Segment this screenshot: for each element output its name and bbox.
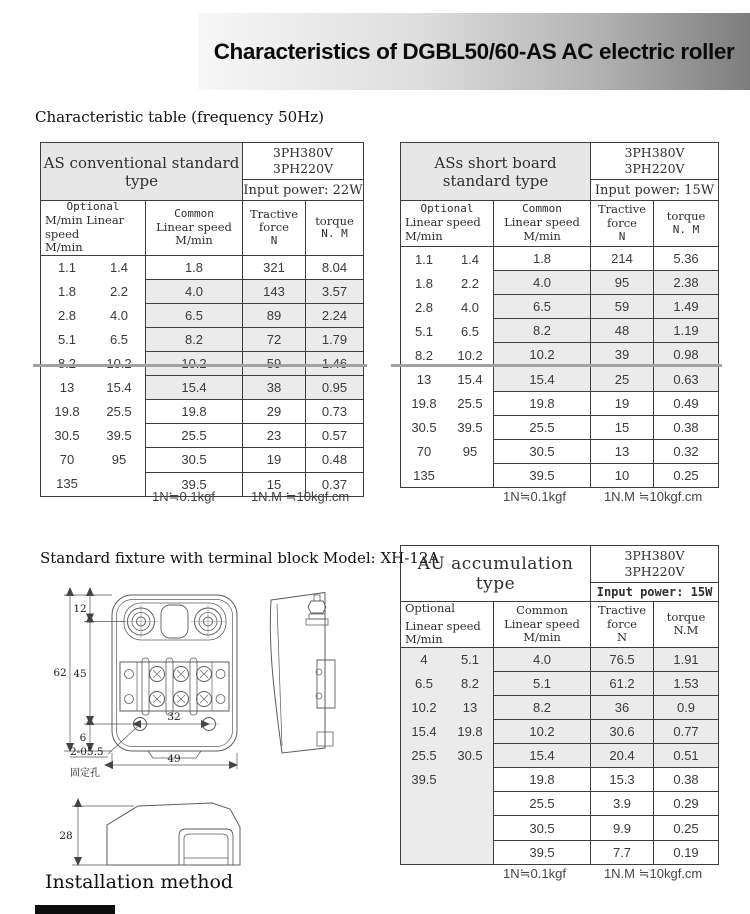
cell-common-speed: 15.4 [494, 367, 591, 391]
col-header-optional: Optional Linear speed M/min [401, 201, 494, 247]
table-au-accumulation [400, 545, 718, 865]
table-type-label: AS conventional standard type [41, 143, 243, 201]
cell-tractive-force: 59 [591, 295, 654, 319]
cell-common-speed: 15.4 [494, 744, 591, 768]
cell-common-speed: 19.8 [494, 391, 591, 415]
cell-torque: 0.25 [654, 463, 719, 487]
screw-left [124, 605, 158, 638]
voltage-line1: 3PH380V [272, 144, 334, 160]
cell-common-speed: 4.0 [146, 279, 243, 303]
cell-torque: 0.48 [306, 448, 364, 472]
cell-tractive-force: 39 [591, 343, 654, 367]
holes-label: 2-05.5 [70, 746, 104, 758]
col-header-tractive-force: Tractive force N [591, 201, 654, 247]
cell-tractive-force: 3.9 [591, 792, 654, 816]
screw-right [191, 605, 225, 638]
cell-common-speed: 1.8 [494, 247, 591, 271]
cell-tractive-force: 10 [591, 463, 654, 487]
cut-off-banner [35, 905, 115, 914]
cell-common-speed: 39.5 [494, 463, 591, 487]
cell-tractive-force: 9.9 [591, 816, 654, 840]
cell-torque: 0.38 [654, 415, 719, 439]
fixture-heading: Standard fixture with terminal block Model: XH-12A [40, 549, 440, 567]
input-power: Input power: 22W [243, 180, 364, 201]
cell-common-speed: 19.8 [494, 768, 591, 792]
optional-speed-column: 4 5.1 6.5 8.2 10.2 13 15.4 19.8 25.5 30.5 39.5 [401, 647, 494, 864]
holes-label-cn: 固定孔 [70, 768, 100, 779]
cell-torque: 1.91 [654, 647, 719, 671]
cell-tractive-force: 15 [591, 415, 654, 439]
cell-tractive-force: 36 [591, 695, 654, 719]
cell-common-speed: 25.5 [494, 792, 591, 816]
cell-common-speed: 15.4 [146, 376, 243, 400]
optional-speed-column: 1.1 1.4 1.8 2.2 2.8 4.0 5.1 6.5 8.2 10.2 13 15.4 19.8 25.5 30.5 39.5 70 95 135 [401, 247, 494, 488]
cell-torque: 0.25 [654, 816, 719, 840]
dim-45: 45 [73, 668, 87, 680]
dim-62: 62 [53, 667, 67, 679]
col-header-torque: torque N. M [306, 201, 364, 256]
note-torque-unit: 1N.M ≒10kgf.cm [603, 489, 703, 504]
cell-common-speed: 39.5 [146, 472, 243, 496]
table-row [401, 247, 719, 271]
input-power: Input power: 15W [591, 180, 719, 201]
dim-49: 49 [167, 753, 181, 765]
cell-torque: 0.37 [306, 472, 364, 496]
cell-tractive-force: 61.2 [591, 671, 654, 695]
cell-common-speed: 4.0 [494, 271, 591, 295]
cell-tractive-force: 95 [591, 271, 654, 295]
cell-tractive-force: 19 [591, 391, 654, 415]
cell-tractive-force: 19 [243, 448, 306, 472]
cell-tractive-force: 15.3 [591, 768, 654, 792]
cell-common-speed: 8.2 [494, 695, 591, 719]
cell-common-speed: 8.2 [146, 327, 243, 351]
cell-torque: 0.38 [654, 768, 719, 792]
cell-torque: 0.57 [306, 424, 364, 448]
col-header-tractive-force: Tractive force N [591, 602, 654, 648]
units-note [400, 489, 750, 505]
optional-speed-column: 1.1 1.4 1.8 2.2 2.8 4.0 5.1 6.5 13 15.4 19.8 25.5 30.5 39.5 70 95 135 [41, 255, 146, 496]
cell-torque: 8.04 [306, 255, 364, 279]
dim-28: 28 [59, 830, 73, 842]
cell-tractive-force: 321 [243, 255, 306, 279]
cell-tractive-force: 15 [243, 472, 306, 496]
cell-torque: 1.49 [654, 295, 719, 319]
cell-common-speed: 5.1 [494, 671, 591, 695]
col-header-common: Common Linear speed M/min [494, 602, 591, 648]
cell-tractive-force: 13 [591, 439, 654, 463]
table-ass-short-board [400, 142, 718, 488]
cell-common-speed: 30.5 [146, 448, 243, 472]
voltage-cell [591, 143, 719, 180]
table-row [401, 647, 719, 671]
dimension-lines [64, 595, 237, 769]
page-title: Characteristics of DGBL50/60-AS AC electric roller [213, 38, 735, 64]
cell-torque: 0.73 [306, 400, 364, 424]
cell-common-speed: 25.5 [146, 424, 243, 448]
fixture-front-view [112, 595, 237, 758]
dim-12: 12 [73, 603, 87, 615]
cell-tractive-force: 143 [243, 279, 306, 303]
cell-tractive-force: 48 [591, 319, 654, 343]
cell-tractive-force: 20.4 [591, 744, 654, 768]
input-power: Input power: 15W [591, 583, 719, 602]
cell-torque: 0.9 [654, 695, 719, 719]
voltage-line2: 3PH220V [624, 564, 685, 579]
cell-torque: 0.63 [654, 367, 719, 391]
cell-tractive-force: 72 [243, 327, 306, 351]
cell-tractive-force: 30.6 [591, 720, 654, 744]
cell-torque: 1.79 [306, 327, 364, 351]
table-type-label: AU accumulation type [401, 546, 591, 602]
title-banner [198, 13, 750, 90]
cell-tractive-force: 25 [591, 367, 654, 391]
cell-tractive-force: 76.5 [591, 647, 654, 671]
cell-torque: 0.98 [654, 343, 719, 367]
cell-common-speed: 10.2 [494, 343, 591, 367]
cell-common-speed: 19.8 [146, 400, 243, 424]
cell-tractive-force: 29 [243, 400, 306, 424]
installation-profile-view [107, 803, 240, 865]
col-header-common: Common Linear speed M/min [494, 201, 591, 247]
cell-torque: 0.32 [654, 439, 719, 463]
note-force-unit: 1N≒0.1kgf [503, 489, 566, 504]
group-divider-line [33, 364, 367, 367]
cell-tractive-force: 23 [243, 424, 306, 448]
table-row [41, 255, 364, 279]
cell-common-speed: 39.5 [494, 840, 591, 864]
characteristic-table-caption: Characteristic table (frequency 50Hz) [35, 108, 324, 126]
col-header-optional: Optional Linear speed M/min [401, 602, 494, 648]
group-divider-line [391, 364, 722, 367]
cell-torque: 0.51 [654, 744, 719, 768]
cell-tractive-force: 89 [243, 303, 306, 327]
col-header-optional: Optional M/min Linear speed M/min [41, 201, 146, 256]
col-header-torque: torque N. M [654, 201, 719, 247]
cell-common-speed: 30.5 [494, 816, 591, 840]
table-type-label: ASs short board standard type [401, 143, 591, 201]
voltage-cell [243, 143, 364, 180]
units-note [400, 866, 750, 882]
note-torque-unit: 1N.M ≒10kgf.cm [250, 489, 350, 504]
note-force-unit: 1N≒0.1kgf [503, 866, 566, 881]
cell-torque: 0.95 [306, 376, 364, 400]
dimension-lines-install [72, 806, 134, 865]
technical-drawing [30, 576, 395, 876]
cell-common-speed: 1.8 [146, 255, 243, 279]
note-torque-unit: 1N.M ≒10kgf.cm [603, 866, 703, 881]
cell-torque: 3.57 [306, 279, 364, 303]
cell-common-speed: 6.5 [146, 303, 243, 327]
cell-torque: 0.29 [654, 792, 719, 816]
col-header-tractive-force: Tractive force N [243, 201, 306, 256]
note-force-unit: 1N≒0.1kgf [152, 489, 215, 504]
voltage-cell [591, 546, 719, 583]
cell-torque: 2.24 [306, 303, 364, 327]
voltage-line2: 3PH220V [272, 161, 334, 176]
cell-torque: 0.19 [654, 840, 719, 864]
dim-6: 6 [79, 732, 87, 744]
cell-common-speed: 6.5 [494, 295, 591, 319]
fixture-side-view [270, 593, 335, 754]
voltage-line1: 3PH380V [624, 144, 685, 160]
table-as-conventional [40, 142, 363, 497]
cell-torque: 1.19 [654, 319, 719, 343]
cell-torque: 2.38 [654, 271, 719, 295]
cell-common-speed: 25.5 [494, 415, 591, 439]
cell-common-speed: 10.2 [494, 720, 591, 744]
cell-tractive-force: 214 [591, 247, 654, 271]
installation-method-heading: Installation method [45, 871, 234, 893]
cell-tractive-force: 7.7 [591, 840, 654, 864]
cell-torque: 1.53 [654, 671, 719, 695]
cell-common-speed: 30.5 [494, 439, 591, 463]
cell-torque: 0.49 [654, 391, 719, 415]
cell-common-speed: 8.2 [494, 319, 591, 343]
col-header-torque: torque N.M [654, 602, 719, 648]
voltage-line1: 3PH380V [624, 547, 685, 563]
terminal-block [120, 658, 229, 715]
cell-tractive-force: 38 [243, 376, 306, 400]
col-header-common: Common Linear speed M/min [146, 201, 243, 256]
dim-32: 32 [167, 711, 181, 723]
cell-torque: 0.77 [654, 720, 719, 744]
cell-torque: 5.36 [654, 247, 719, 271]
voltage-line2: 3PH220V [624, 161, 685, 176]
cell-common-speed: 4.0 [494, 647, 591, 671]
